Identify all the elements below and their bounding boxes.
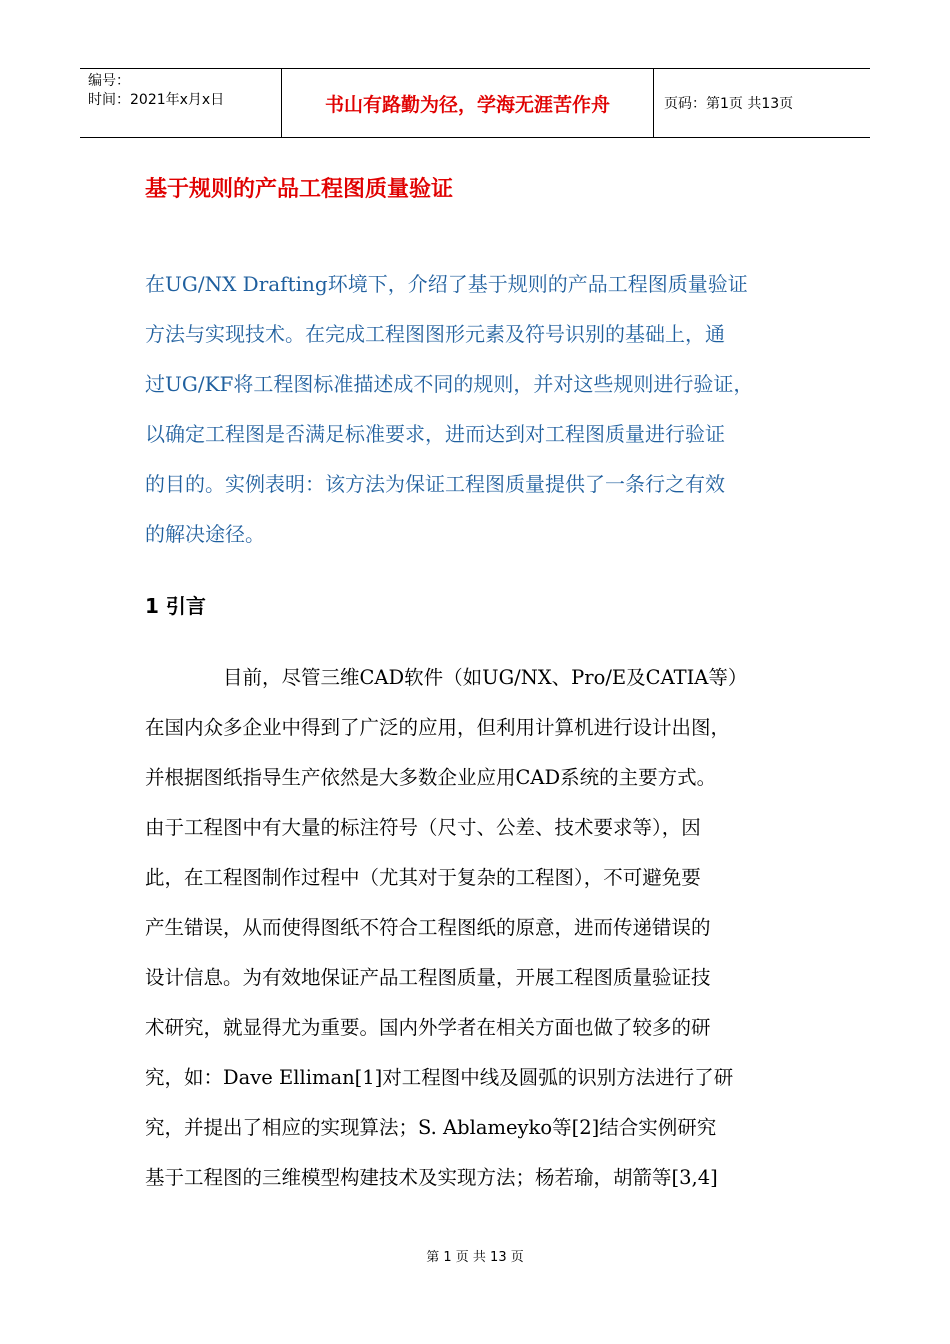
page-footer: 第 1 页 共 13 页 <box>426 1250 524 1265</box>
body-line: 究，如：Dave Elliman[1]对工程图中线及圆弧的识别方法进行了研 <box>145 1066 734 1089</box>
body-line: 产生错误，从而使得图纸不符合工程图纸的原意，进而传递错误的 <box>145 916 711 939</box>
body-line: 基于工程图的三维模型构建技术及实现方法；杨若瑜，胡箭等[3,4] <box>145 1166 718 1189</box>
section-heading: 1 引言 <box>145 594 206 618</box>
abstract-line: 以确定工程图是否满足标准要求，进而达到对工程图质量进行验证 <box>145 422 725 446</box>
abstract-line: 方法与实现技术。在完成工程图图形元素及符号识别的基础上，通 <box>145 322 725 346</box>
document-header <box>80 68 870 138</box>
body-line: 术研究，就显得尤为重要。国内外学者在相关方面也做了较多的研 <box>145 1016 711 1039</box>
number-label: 编号： <box>88 73 130 89</box>
header-meta <box>80 69 282 137</box>
body-line: 并根据图纸指导生产依然是大多数企业应用CAD系统的主要方式。 <box>145 766 717 789</box>
body-line: 此，在工程图制作过程中（尤其对于复杂的工程图），不可避免要 <box>145 866 701 889</box>
header-page-info: 页码：第1页 共13页 <box>664 96 794 112</box>
body-line: 目前，尽管三维CAD软件（如UG/NX、Pro/E及CATIA等） <box>223 666 748 689</box>
abstract <box>145 262 845 562</box>
body-line: 究，并提出了相应的实现算法；S. Ablameyko等[2]结合实例研究 <box>145 1116 717 1139</box>
abstract-line: 的解决途径。 <box>145 522 265 546</box>
abstract-line: 的目的。实例表明：该方法为保证工程图质量提供了一条行之有效 <box>145 472 725 496</box>
document-title: 基于规则的产品工程图质量验证 <box>145 177 454 202</box>
body-text <box>145 656 825 1206</box>
time-label: 时间：2021年x月x日 <box>88 92 225 108</box>
abstract-line: 过UG/KF将工程图标准描述成不同的规则，并对这些规则进行验证， <box>145 372 754 396</box>
body-line: 由于工程图中有大量的标注符号（尺寸、公差、技术要求等），因 <box>145 816 701 839</box>
header-motto: 书山有路勤为径，学海无涯苦作舟 <box>282 69 654 137</box>
body-line: 设计信息。为有效地保证产品工程图质量，开展工程图质量验证技 <box>145 966 711 989</box>
body-line: 在国内众多企业中得到了广泛的应用，但利用计算机进行设计出图， <box>145 716 731 739</box>
abstract-line: 在UG/NX Drafting环境下，介绍了基于规则的产品工程图质量验证 <box>145 272 748 296</box>
